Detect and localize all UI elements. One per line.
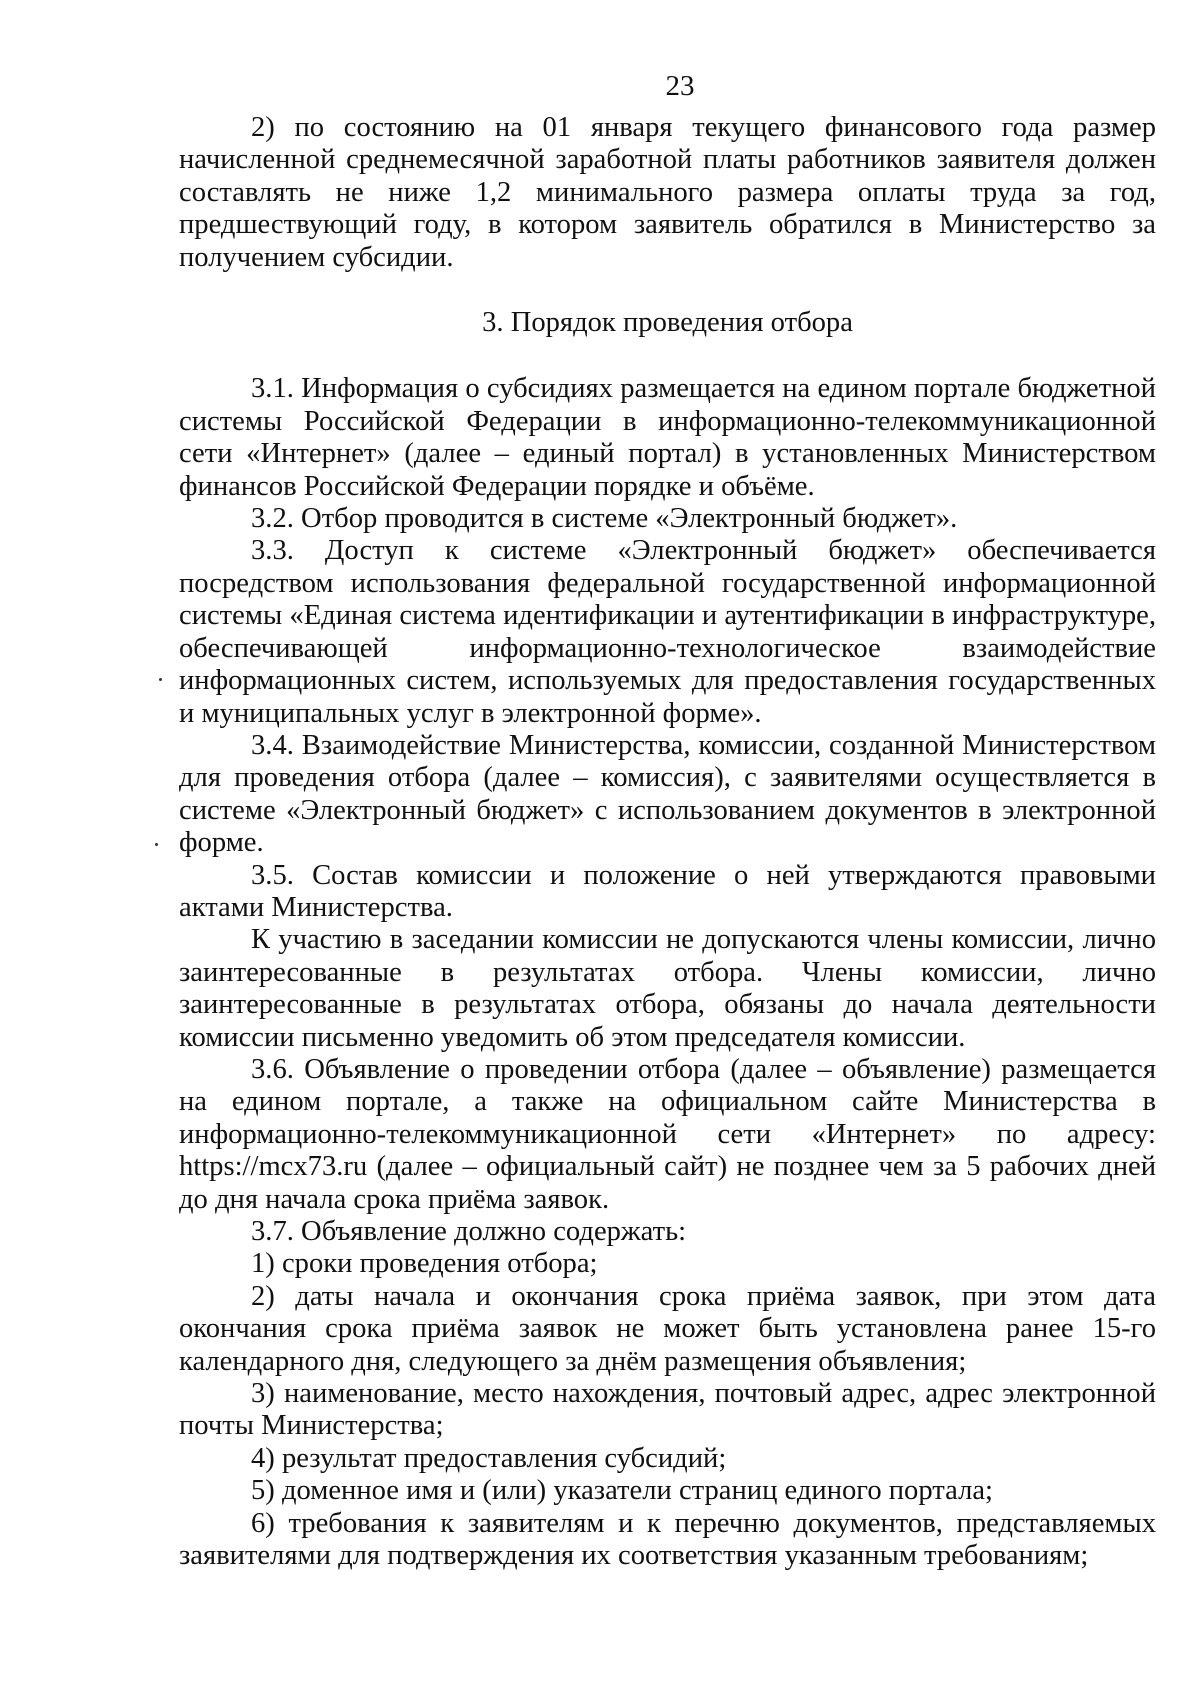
paragraph-2-wage-requirement: 2) по состоянию на 01 января текущего финансового года размер начисленной среднемесячной заработной платы работников заявителя должен составлять не ниже 1,2 минимального размера оплаты труда за год, предшествующий году, в котором заявитель обратился в Министерство за получением субсидии.: [179, 112, 1156, 273]
paragraph-3-7: 3.7. Объявление должно содержать:: [251, 1216, 687, 1247]
list-item-5: 5) доменное имя и (или) указатели страниц единого портала;: [251, 1475, 993, 1507]
list-item-6: 6) требования к заявителям и к перечню документов, представляемых заявителями для подтверждения их соответствия указанным требованиям;: [179, 1507, 1156, 1572]
paragraph-3-4: 3.4. Взаимодействие Министерства, комиссии, созданной Министерством для проведения отбора (далее – комиссия), с заявителями осуществляется в системе «Электронный бюджет» с использованием документов в электронной форме.: [179, 729, 1156, 859]
document-body: [179, 112, 1156, 1572]
page-number: 23: [665, 70, 695, 102]
list-item-2: 2) даты начала и окончания срока приёма заявок, при этом дата окончания срока приёма заявок не может быть установлена ранее 15-го календарного дня, следующего за днём размещения объявления;: [179, 1280, 1156, 1377]
paragraph-3-6: 3.6. Объявление о проведении отбора (далее – объявление) размещается на едином портале, а также на официальном сайте Министерства в информационно-телекоммуникационной сети «Интернет» по адресу: https://mcx73.ru (далее – официальный сайт) не позднее чем за 5 рабочих дней до дня начала срока приёма заявок.: [179, 1053, 1156, 1215]
scan-speck: [155, 843, 158, 846]
paragraph-3-1: 3.1. Информация о субсидиях размещается на едином портале бюджетной системы Российской Федерации в информационно-телекоммуникационной сети «Интернет» (далее – единый портал) в установленных Министерством финансов Российской Федерации порядке и объёме.: [179, 373, 1156, 502]
section-heading: 3. Порядок проведения отбора: [482, 307, 853, 339]
list-item-4: 4) результат предоставления субсидий;: [251, 1442, 727, 1474]
paragraph-3-2: 3.2. Отбор проводится в системе «Электронный бюджет».: [251, 503, 958, 535]
paragraph-3-5: 3.5. Состав комиссии и положение о ней утверждаются правовыми актами Министерства.: [179, 859, 1156, 923]
list-item-3: 3) наименование, место нахождения, почтовый адрес, адрес электронной почты Министерства;: [179, 1378, 1156, 1442]
paragraph-3-3: 3.3. Доступ к системе «Электронный бюджет» обеспечивается посредством использования федеральной государственной информационной системы «Единая система идентификации и аутентификации в инфраструктуре, обеспечивающей информационно-технологическое взаимодействие информационных систем, используемых для предоставления государственных и муниципальных услуг в электронной форме».: [179, 535, 1156, 729]
scan-speck: [159, 678, 162, 681]
list-item-1: 1) сроки проведения отбора;: [251, 1248, 598, 1280]
paragraph-commission-participation: К участию в заседании комиссии не допускаются члены комиссии, лично заинтересованные в результатах отбора. Члены комиссии, лично заинтересованные в результатах отбора, обязаны до начала деятельности комиссии письменно уведомить об этом председателя комиссии.: [179, 924, 1156, 1053]
